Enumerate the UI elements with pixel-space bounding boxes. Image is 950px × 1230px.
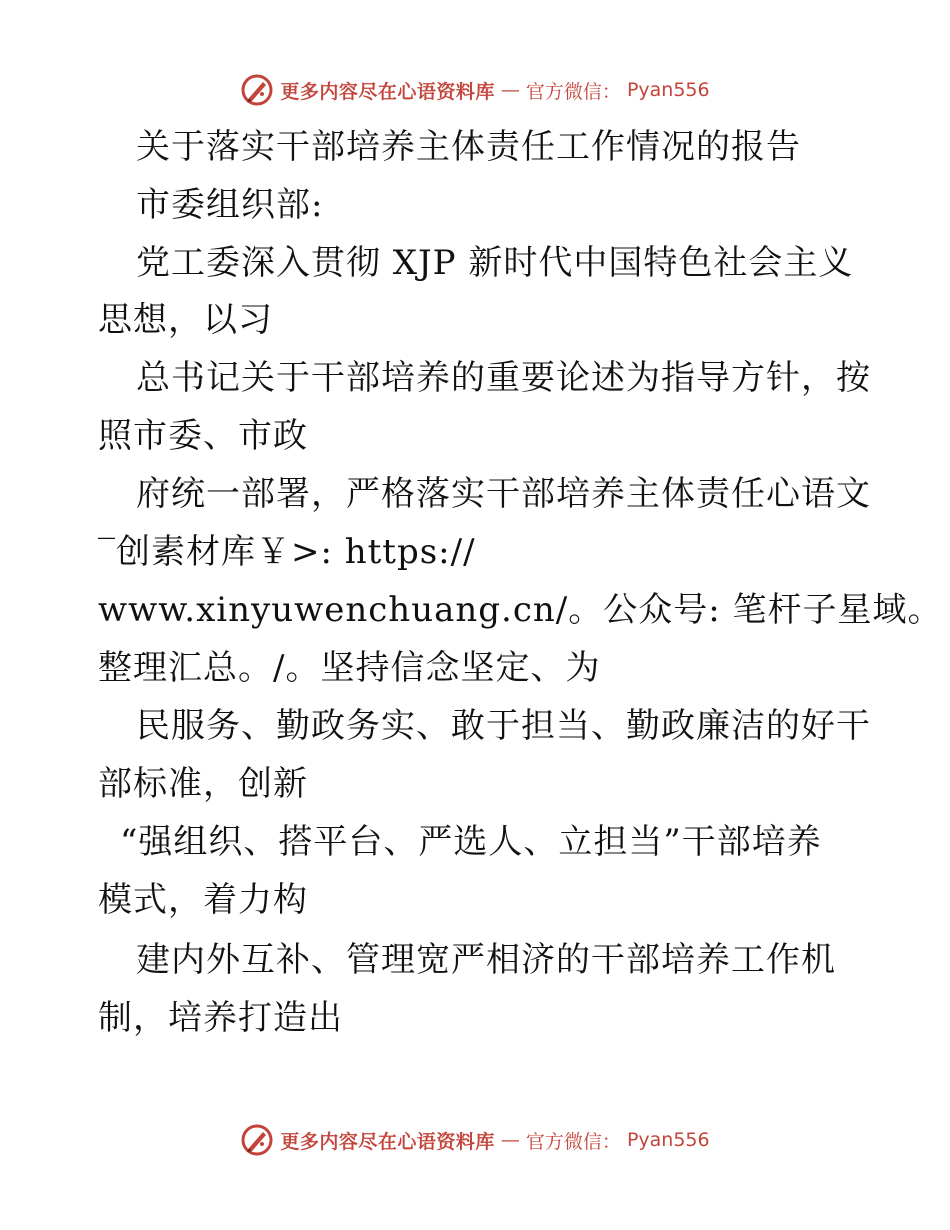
header-wechat-id: Pyan556 [626,79,710,101]
footer-brand [240,1123,709,1157]
pen-logo-icon [240,73,274,107]
body-line: 民服务、勤政务实、敢于担当、勤政廉洁的好干 [136,706,871,746]
body-line: 市委组织部: [136,185,324,225]
header-brand [240,73,709,107]
body-line: www.xinyuwenchuang.cn/。公众号: 笔杆子星域。 [98,590,943,630]
body-line: 模式，着力构 [98,880,308,920]
body-line: 总书记关于干部培养的重要论述为指导方针，按 [136,358,871,398]
page-footer [0,1120,950,1160]
page-header [0,70,950,110]
footer-separator: — [500,1129,520,1151]
body-line: 整理汇总。/。坚持信念坚定、为 [98,648,601,688]
footer-wechat-id: Pyan556 [626,1129,710,1151]
body-line: 建内外互补、管理宽严相济的干部培养工作机 [136,940,836,980]
body-line: ‾创素材库￥>: https:// [98,532,476,572]
footer-brand-text: 更多内容尽在心语资料库 [280,1130,495,1153]
body-line: 府统一部署，严格落实干部培养主体责任心语文 [136,474,871,514]
document-title: 关于落实干部培养主体责任工作情况的报告 [136,127,801,167]
body-line: 思想，以习 [98,300,273,340]
pen-logo-icon [240,1123,274,1157]
header-brand-text: 更多内容尽在心语资料库 [280,80,495,103]
body-line: 党工委深入贯彻 XJP 新时代中国特色社会主义 [136,243,854,283]
body-line: 照市委、市政 [98,416,308,456]
body-line: 部标准，创新 [98,764,308,804]
footer-wechat-label: 官方微信： [525,1130,621,1153]
header-separator: — [500,79,520,101]
header-wechat-label: 官方微信： [525,80,621,103]
body-line: 制，培养打造出 [98,998,343,1038]
body-line: “强组织、搭平台、严选人、立担当”干部培养 [120,822,822,862]
